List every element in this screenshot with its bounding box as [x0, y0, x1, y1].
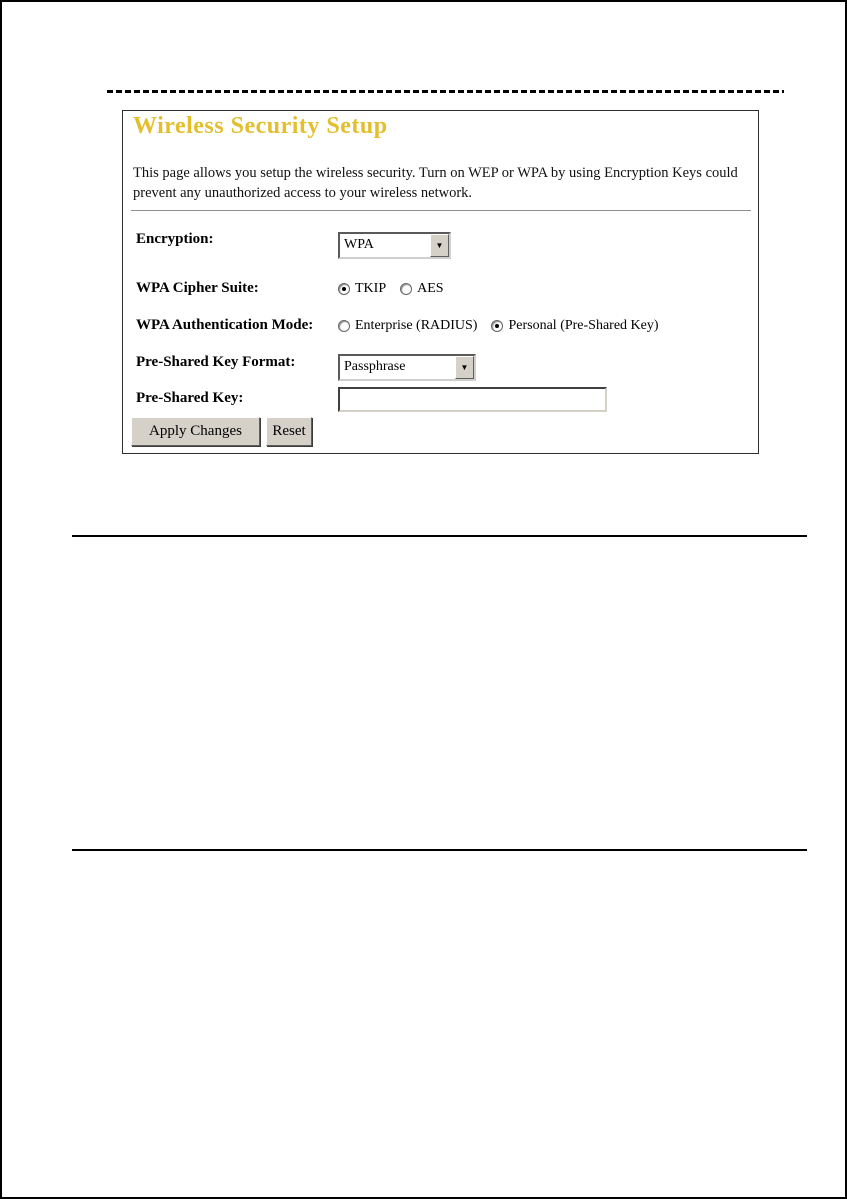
auth-mode-label: WPA Authentication Mode:	[136, 317, 314, 333]
page-description: This page allows you setup the wireless security. Turn on WEP or WPA by using Encryption Keys could prevent any unauthorized access to your wireless network.	[133, 165, 738, 201]
pre-shared-key-label: Pre-Shared Key:	[136, 390, 244, 406]
radio-personal-label: Personal (Pre-Shared Key)	[508, 318, 659, 333]
dashed-divider	[107, 90, 784, 93]
radio-tkip-label: TKIP	[355, 281, 387, 296]
radio-button-icon[interactable]	[338, 283, 350, 295]
radio-personal-psk[interactable]	[491, 318, 658, 334]
key-format-selected-value: Passphrase	[344, 359, 406, 374]
key-format-select[interactable]	[338, 354, 476, 381]
encryption-dropdown-button[interactable]	[430, 234, 449, 257]
section-divider-2	[72, 849, 807, 851]
radio-button-icon[interactable]	[400, 283, 412, 295]
key-format-label: Pre-Shared Key Format:	[136, 354, 296, 370]
encryption-select[interactable]	[338, 232, 451, 259]
key-format-dropdown-button[interactable]	[455, 356, 474, 379]
reset-button[interactable]: Reset	[266, 417, 312, 446]
wireless-security-setup-panel	[122, 110, 759, 454]
apply-changes-button[interactable]: Apply Changes	[131, 417, 260, 446]
chevron-down-icon: ▼	[460, 362, 469, 372]
encryption-selected-value: WPA	[344, 237, 374, 252]
chevron-down-icon: ▼	[435, 240, 444, 250]
encryption-label: Encryption:	[136, 231, 214, 247]
radio-enterprise-radius[interactable]	[338, 318, 477, 334]
radio-aes[interactable]	[400, 281, 443, 297]
page-title: Wireless Security Setup	[133, 113, 388, 139]
section-divider-1	[72, 535, 807, 537]
panel-divider	[131, 210, 751, 211]
cipher-suite-radio-group	[338, 281, 458, 297]
radio-button-icon[interactable]	[338, 320, 350, 332]
auth-mode-radio-group	[338, 318, 673, 334]
radio-tkip[interactable]	[338, 281, 386, 297]
pre-shared-key-input[interactable]	[338, 387, 607, 412]
radio-button-icon[interactable]	[491, 320, 503, 332]
cipher-suite-label: WPA Cipher Suite:	[136, 280, 259, 296]
radio-aes-label: AES	[417, 281, 444, 296]
radio-enterprise-label: Enterprise (RADIUS)	[355, 318, 478, 333]
